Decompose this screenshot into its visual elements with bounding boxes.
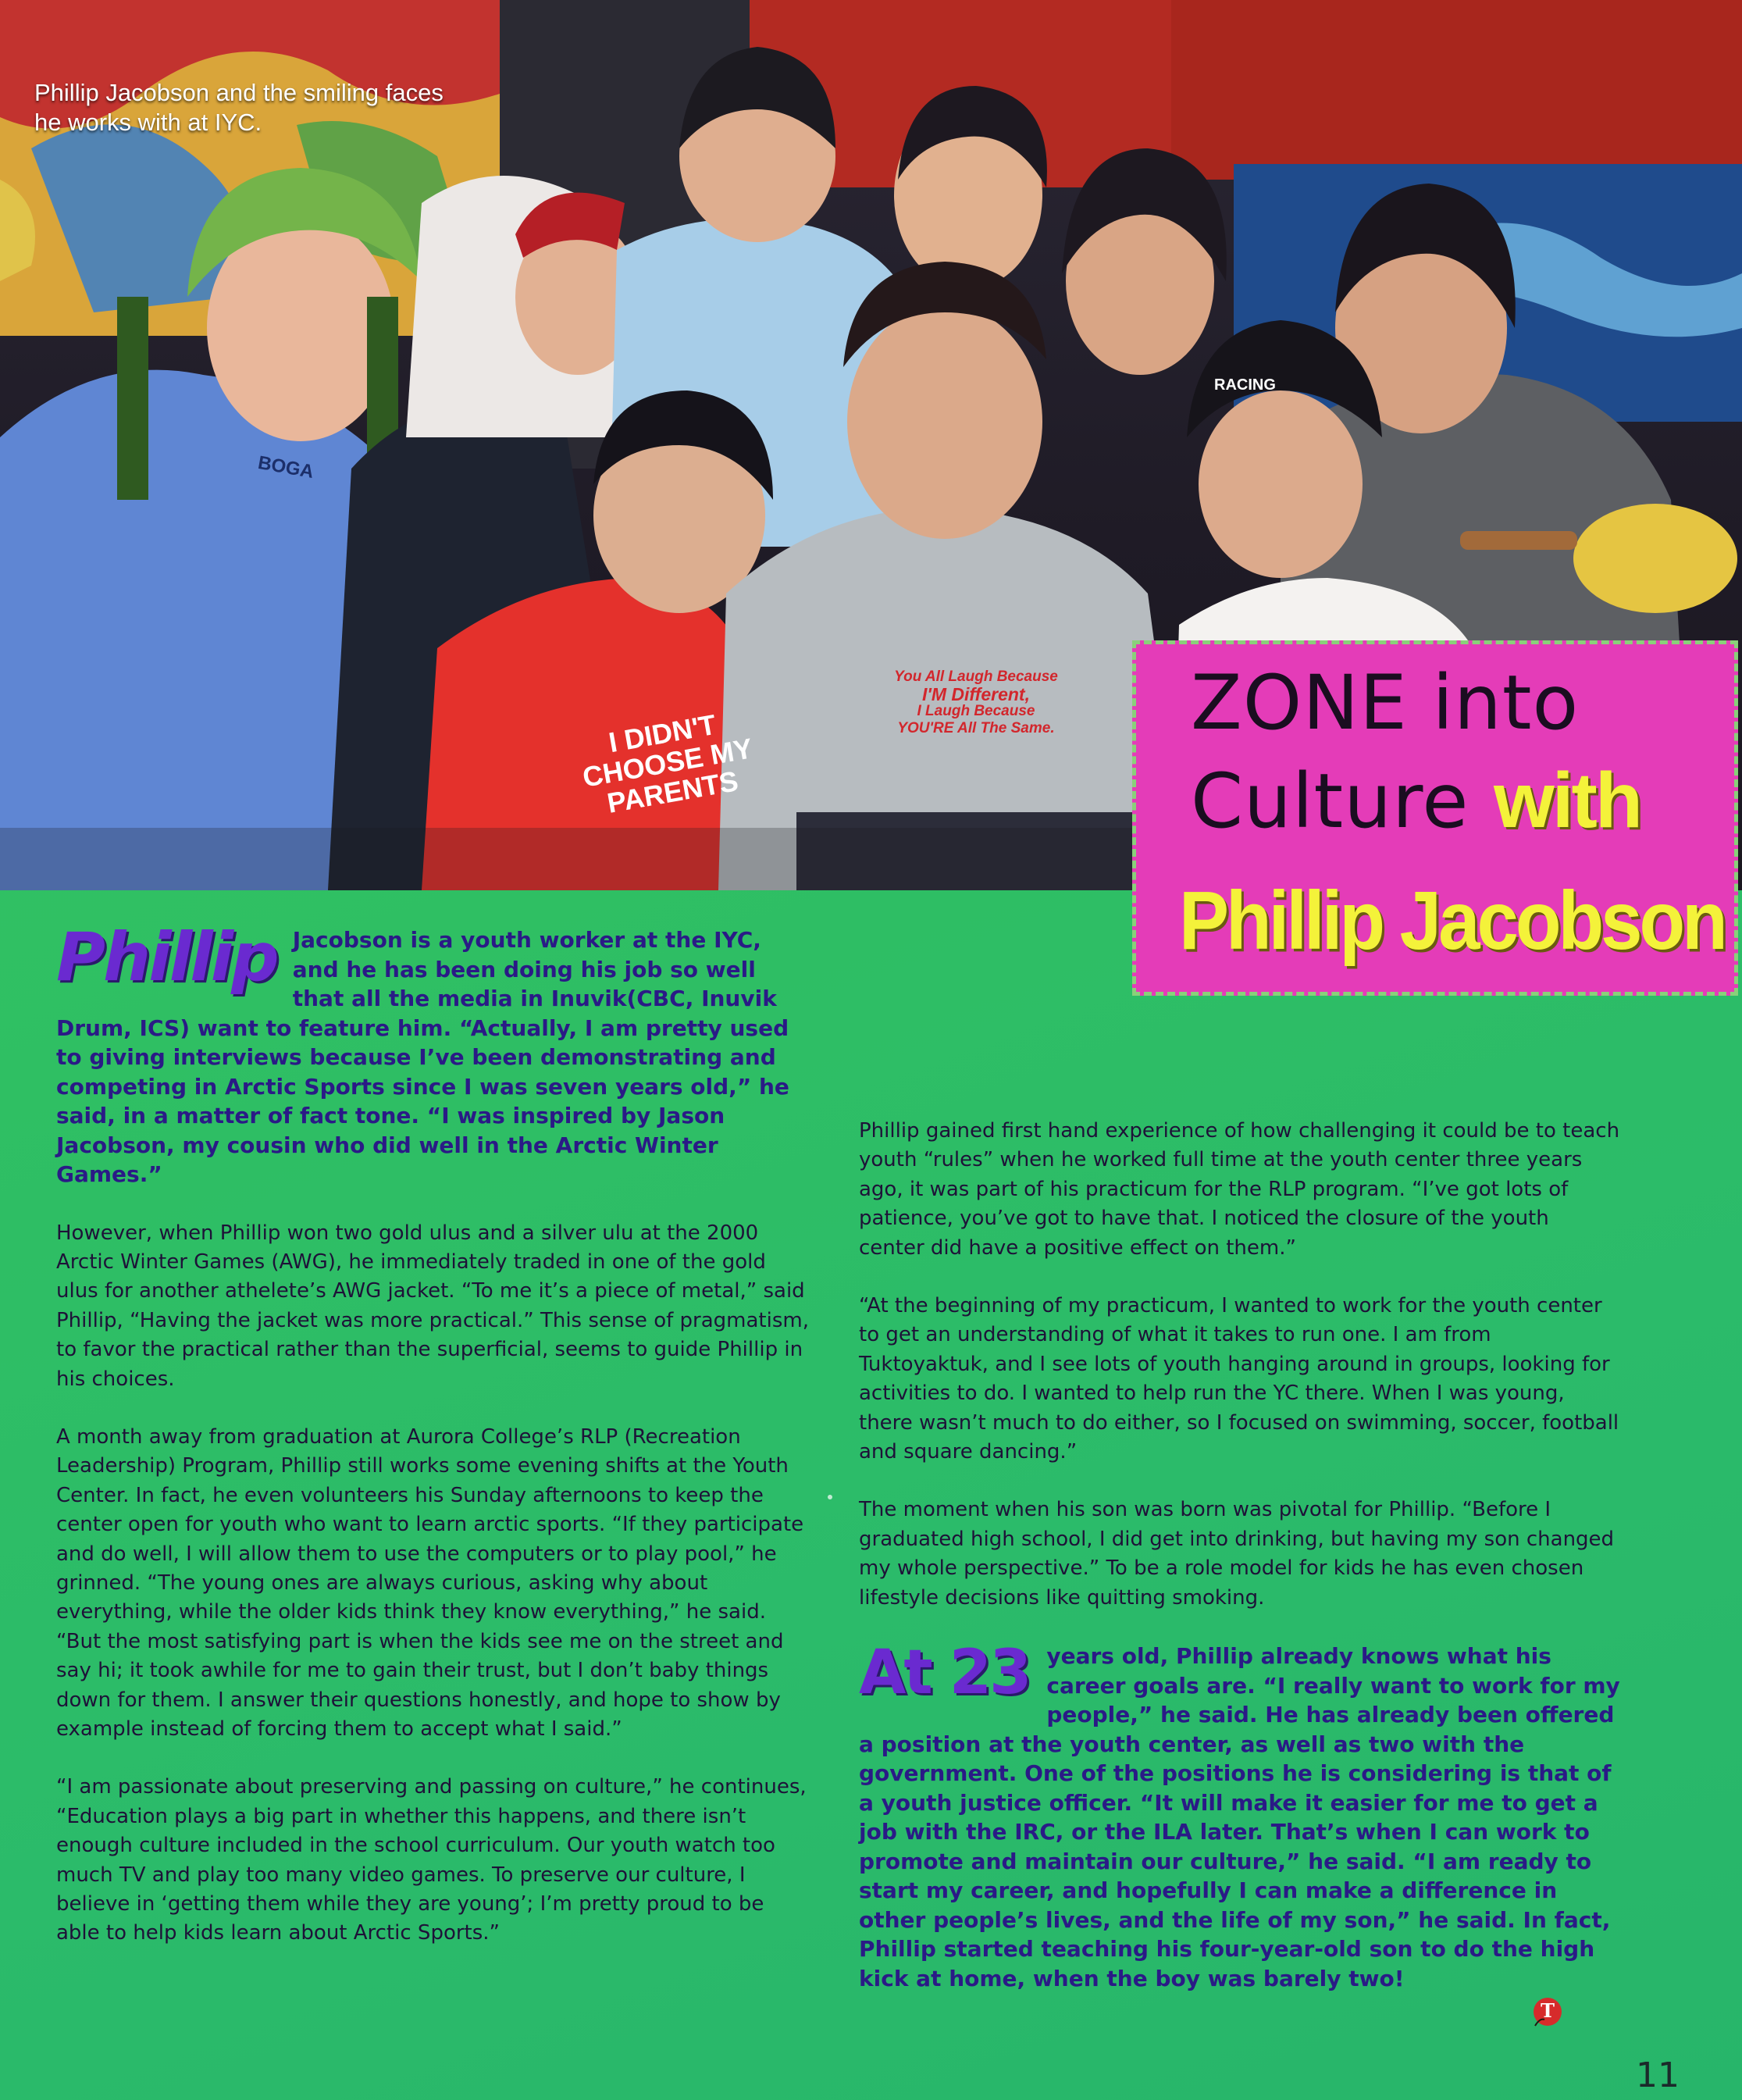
photo-caption: Phillip Jacobson and the smiling faces he works with at IYC. — [34, 79, 444, 136]
right-paragraph-2: “At the beginning of my practicum, I wanted to work for the youth center to get an understanding of what it takes to run one. I am from Tuktoyaktuk, and I see lots of youth hanging around in groups, looking for activities to do. I wanted to help run the YC there. When I was young, there wasn’t much to do either, so I focused on swimming, soccer, football and square dancing.” — [859, 1294, 1619, 1464]
left-paragraph-2: A month away from graduation at Aurora College’s RLP (Recreation Leadership) Program, Phillip still works some evening shifts at the Youth Center. In fact, he even volunteers his Sunday afternoons to keep the center open for youth who want to learn arctic sports. “If they participate and do well, I will allow them to use the computers or to play pool,” he grinned. “The young ones are always curious, asking why about everything, while the older kids think they know everything,” he said. “But the most satisfying part is when the kids see me on the street and say hi; it took awhile for me to gain their trust, but I don’t baby things down for them. I answer their questions honestly, and hope to show by example instead of forcing them to accept what I said.” — [56, 1424, 804, 1741]
shirt-line-3: I Laugh Because — [917, 703, 1035, 719]
logo-letter: T — [1541, 1999, 1555, 2022]
title-culture: Culture — [1191, 758, 1469, 845]
title-name: Phillip Jacobson — [1179, 875, 1725, 968]
hat-text: RACING — [1214, 376, 1276, 394]
shirt-text — [890, 669, 1062, 737]
left-paragraph-1: However, when Phillip won two gold ulus and a silver ulu at the 2000 Arctic Winter Games (AWG), he immediately traded in one of the gold ulus for another athelete’s AWG jacket. “To me it’s a piece of metal,” said Phillip, “Having the jacket was more practical.” This sense of pragmatism, to favor the practical rather than the superficial, seems to guide Phillip in his choices. — [56, 1221, 809, 1391]
lead-paragraph — [56, 918, 814, 1189]
bullet-dot — [826, 1493, 834, 1501]
lead-text: Jacobson is a youth worker at the IYC, and he has been doing his job so well that all the media in Inuvik(CBC, Inuvik Drum, ICS) want to feature him. “Actually, I am pretty used to giving interviews because I’ve been demonstrating and competing in Arctic Sports since I was seven years old,” he said, in a matter of fact tone. “I was inspired by Jason Jacobson, my cousin who did well in the Arctic Winter Games.” — [56, 927, 789, 1187]
closing-drop-word: At 23 — [859, 1638, 1030, 1709]
shirt-line-4: YOU'RE All The Same. — [897, 720, 1055, 736]
left-paragraph-3: “I am passionate about preserving and passing on culture,” he continues, “Education plays a big part in whether this happens, and there isn’t enough culture included in the school curriculum. Our youth watch too much TV and play too many video games. To preserve our culture, I believe in ‘getting them while they are young’; I’m pretty proud to be able to help kids learn about Arctic Sports.” — [56, 1775, 807, 1945]
title-panel — [1132, 640, 1738, 996]
closing-text: years old, Phillip already knows what his career goals are. “I really want to work for my people,” he said. He has already been offered a position at the youth center, as well as two with the government. One of the positions he is considering is that of a youth justice officer. “It will make it easier for me to get a job with the IRC, or the ILA later. That’s when I can work to promote and maintain our culture,” he said. “I am ready to start my career, and hopefully I can make a difference in other people’s lives, and the life of my son,” he said. In fact, Phillip started teaching his four-year-old son to do the high kick at home, when the boy was barely two! — [859, 1643, 1620, 1991]
title-line-1: ZONE into — [1191, 659, 1580, 747]
shirt-line-2: I'M Different, — [922, 684, 1030, 704]
shirt-line-1: You All Laugh Because — [894, 669, 1058, 685]
title-with: with — [1493, 757, 1640, 844]
article-right-column — [859, 1117, 1620, 1993]
right-paragraph-3: The moment when his son was born was pivotal for Phillip. “Before I graduated high school, I did get into drinking, but having my son changed my whole perspective.” To be a role model for kids he has even chosen lifestyle decisions like quitting smoking. — [859, 1498, 1615, 1610]
magazine-logo-icon — [1532, 1996, 1563, 2027]
lead-drop-word: Phillip — [56, 918, 277, 997]
title-line-2 — [1191, 758, 1640, 844]
article-left-column — [56, 918, 814, 1977]
closing-paragraph — [859, 1638, 1620, 1993]
hoodie-text: BOGA — [256, 451, 315, 483]
page-number: 11 — [1636, 2055, 1680, 2095]
red-shirt-text: I DIDN'T CHOOSE MY PARENTS — [580, 708, 755, 819]
right-paragraph-1: Phillip gained first hand experience of how challenging it could be to teach youth “rules” when he worked full time at the youth center three years ago, it was part of his practicum for the RLP program. “I’ve got lots of patience, you’ve got to have that. I noticed the closure of the youth center did have a positive effect on them.” — [859, 1119, 1620, 1260]
